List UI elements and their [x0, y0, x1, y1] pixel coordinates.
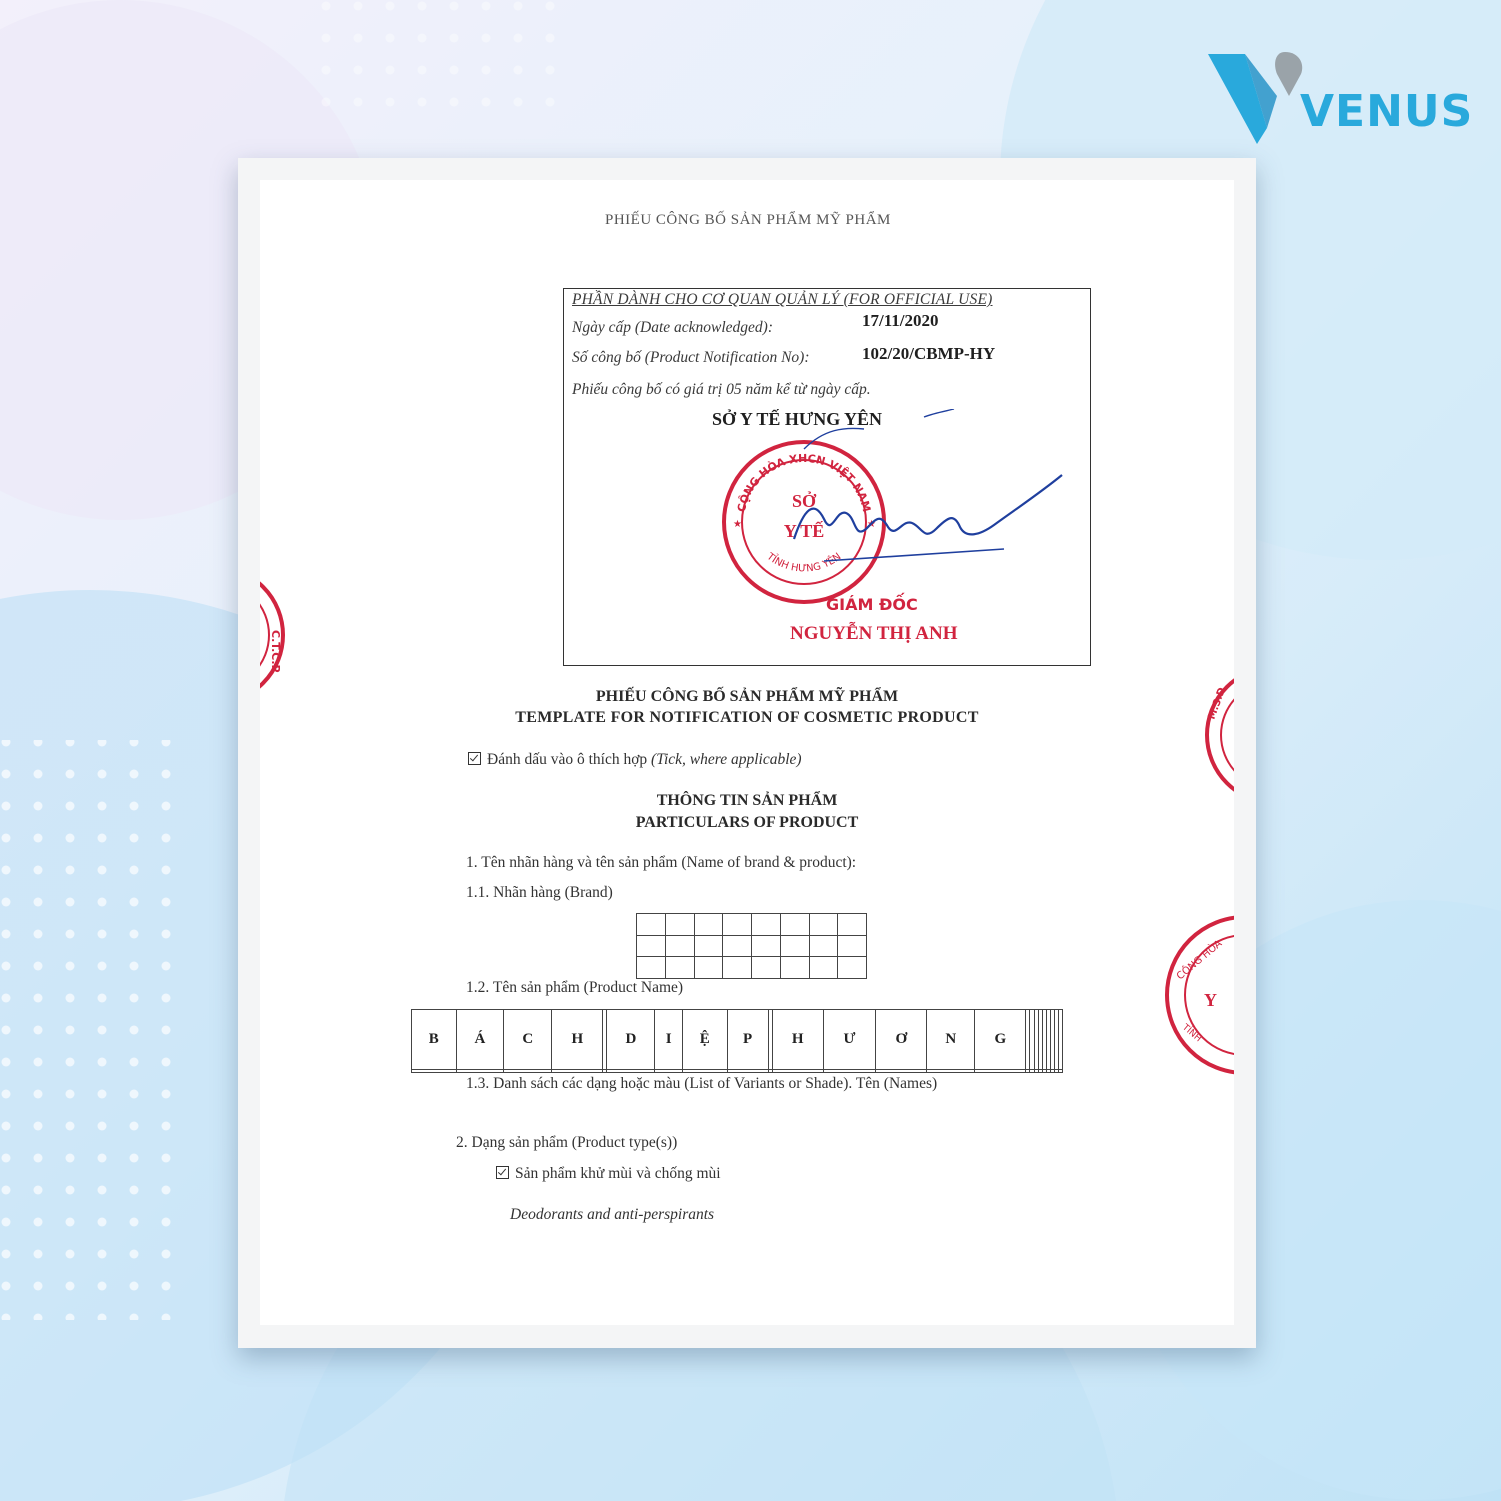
edge-stamp-right-top-text: M.S.D [1206, 686, 1229, 722]
product-name-cell: H [772, 1010, 823, 1070]
product-type-option [496, 1165, 721, 1183]
product-name-grid [411, 1009, 1063, 1073]
venus-logo-text: VENUS [1300, 86, 1474, 137]
tick-note-vi: Đánh dấu vào ô thích hợp [487, 751, 648, 768]
notification-number-value: 102/20/CBMP-HY [862, 344, 996, 363]
item-1-1-label: 1.1. Nhãn hàng (Brand) [466, 884, 613, 901]
product-name-cell-empty [727, 1069, 768, 1072]
seal-ring-top-text: CỘNG HÒA XHCN VIỆT NAM [734, 451, 874, 514]
director-signature [784, 409, 1084, 569]
validity-note: Phiếu công bố có giá trị 05 năm kể từ ngày cấp. [572, 381, 871, 398]
seal-star-right: ★ [867, 519, 876, 530]
product-name-cell-empty [1058, 1069, 1062, 1072]
item-2-label: 2. Dạng sản phẩm (Product type(s)) [456, 1134, 678, 1151]
running-title: PHIẾU CÔNG BỐ SẢN PHẨM MỸ PHẨM [605, 212, 891, 228]
product-name-cell-empty [607, 1069, 655, 1072]
edge-stamp-left-text: C.T.C.P [269, 630, 282, 673]
product-name-cell-empty [927, 1069, 975, 1072]
product-name-cell: Ư [823, 1010, 875, 1070]
product-name-cell: Á [456, 1010, 504, 1070]
product-name-cell-empty [504, 1069, 552, 1072]
edge-stamp-right-bottom-top-text: CỘNG HÒA [1174, 938, 1225, 983]
seal-center-line-1: SỞ [791, 491, 817, 511]
tick-note-en: (Tick, where applicable) [651, 751, 802, 768]
checked-box-icon [468, 752, 481, 765]
product-name-cell-empty [823, 1069, 875, 1072]
seal-ring-bottom-text: TỈNH HƯNG YÊN [764, 551, 844, 575]
product-name-cell-empty [552, 1069, 603, 1072]
seal-star-left: ★ [733, 519, 742, 530]
product-name-cell: G [975, 1010, 1026, 1070]
section-title-en: PARTICULARS OF PRODUCT [635, 814, 859, 831]
item-1-label: 1. Tên nhãn hàng và tên sản phẩm (Name of brand & product): [466, 854, 857, 871]
brand-grid [636, 913, 867, 979]
tick-note [468, 751, 802, 769]
official-use-heading: PHẦN DÀNH CHO CƠ QUAN QUẢN LÝ (FOR OFFICIAL USE) [572, 291, 993, 308]
date-label: Ngày cấp (Date acknowledged): [572, 319, 774, 336]
item-1-3-label: 1.3. Danh sách các dạng hoặc màu (List of Variants or Shade). Tên (Names) [466, 1075, 938, 1092]
item-1-2-label: 1.2. Tên sản phẩm (Product Name) [466, 979, 684, 996]
director-name: NGUYỄN THỊ ANH [790, 623, 958, 644]
form-title-vi: PHIẾU CÔNG BỐ SẢN PHẨM MỸ PHẨM [595, 688, 899, 705]
product-name-cell: Ệ [682, 1010, 727, 1070]
product-name-cell-empty [412, 1069, 457, 1072]
product-name-cell-empty [772, 1069, 823, 1072]
product-name-cell: N [927, 1010, 975, 1070]
product-type-en: Deodorants and anti-perspirants [510, 1206, 715, 1223]
official-use-box [563, 288, 1091, 666]
product-name-cell-empty [975, 1069, 1026, 1072]
director-title: GIÁM ĐỐC [826, 595, 918, 614]
product-name-cell-empty [876, 1069, 927, 1072]
product-name-cell: C [504, 1010, 552, 1070]
product-name-cell: D [607, 1010, 655, 1070]
form-title-en: TEMPLATE FOR NOTIFICATION OF COSMETIC PRODUCT [515, 709, 979, 726]
edge-stamp-right-top [1200, 660, 1234, 810]
product-name-cell-empty [456, 1069, 504, 1072]
product-name-cell: B [412, 1010, 457, 1070]
authority-name: SỞ Y TẾ HƯNG YÊN [712, 409, 883, 429]
section-title-vi: THÔNG TIN SẢN PHẨM [656, 792, 838, 809]
product-name-cell: P [727, 1010, 768, 1070]
product-name-cell-empty [682, 1069, 727, 1072]
product-name-cell: H [552, 1010, 603, 1070]
product-name-cell: Ơ [876, 1010, 927, 1070]
product-name-cell: I [655, 1010, 683, 1070]
checked-box-icon [496, 1166, 509, 1179]
seal-center-line-2: Y TẾ [783, 521, 825, 541]
document-paper [260, 180, 1234, 1325]
edge-stamp-right-bottom [1160, 910, 1234, 1080]
notification-number-label: Số công bố (Product Notification No): [572, 349, 810, 366]
product-name-cell-empty [655, 1069, 683, 1072]
product-type-vi: Sản phẩm khử mùi và chống mùi [515, 1165, 721, 1182]
edge-stamp-right-bottom-letter: Y [1204, 990, 1217, 1010]
edge-stamp-right-bottom-mark: TỈNH [1180, 1022, 1204, 1045]
edge-stamp-left [260, 560, 290, 710]
date-value: 17/11/2020 [862, 311, 939, 330]
product-name-cell [1058, 1010, 1062, 1070]
